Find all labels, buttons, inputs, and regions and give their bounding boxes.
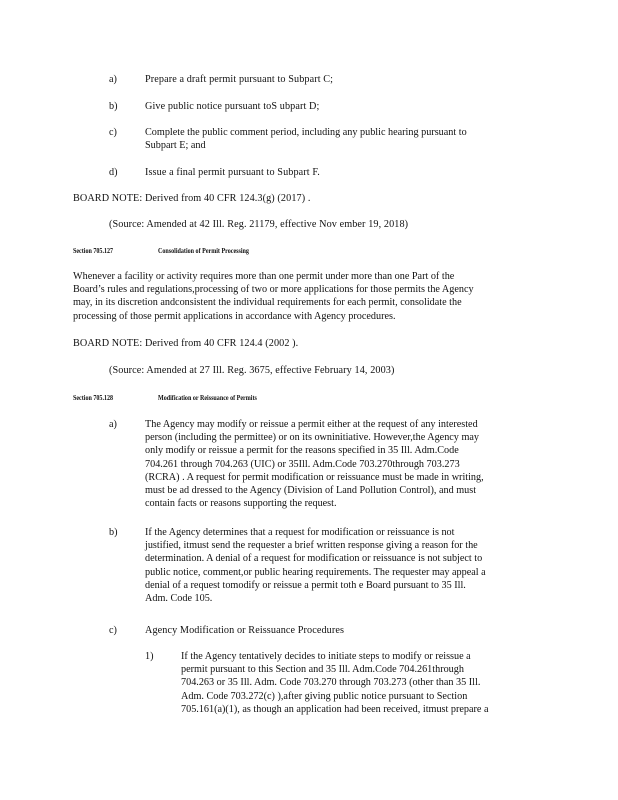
item-a-text: Prepare a draft permit pursuant to Subpart C; bbox=[145, 74, 334, 85]
source-note-2: (Source: Amended at 27 Ill. Reg. 3675, effective February 14, 2003) bbox=[109, 365, 395, 376]
item-b-text: Give public notice pursuant toS ubpart D; bbox=[145, 101, 320, 112]
item-d-label: d) bbox=[109, 167, 118, 178]
section-127-number: Section 705.127 bbox=[73, 246, 114, 255]
text-line: determination. A denial of a request for modification or reissuance is not subject to bbox=[145, 553, 483, 565]
item-128c-label: c) bbox=[109, 625, 117, 636]
section-127-paragraph bbox=[73, 270, 531, 323]
text-line: public notice, comment,or public hearing requirements. The requester may appeal a bbox=[145, 566, 486, 578]
item-128c-text: Agency Modification or Reissuance Procedures bbox=[145, 625, 345, 636]
item-c-text bbox=[145, 126, 523, 152]
text-line: 704.261 through 704.263 (UIC) or 35Ill. Adm.Code 703.270through 703.273 bbox=[145, 458, 460, 470]
section-128-title: Modification or Reissuance of Permits bbox=[158, 393, 257, 402]
item-128a-label: a) bbox=[109, 419, 117, 430]
board-note-2: BOARD NOTE: Derived from 40 CFR 124.4 (2002 ). bbox=[73, 338, 299, 349]
item-b-label: b) bbox=[109, 101, 118, 112]
text-line: justified, itmust send the requester a brief written response giving a reason for the bbox=[145, 540, 478, 552]
text-line: If the Agency tentatively decides to initiate steps to modify or reissue a bbox=[181, 651, 471, 662]
item-128b-label: b) bbox=[109, 527, 118, 538]
text-line: contain facts or reasons supporting the request. bbox=[145, 498, 337, 510]
section-127-title: Consolidation of Permit Processing bbox=[158, 246, 249, 255]
text-line: 704.263 or 35 Ill. Adm. Code 703.270 through 703.273 (other than 35 Ill. bbox=[181, 677, 481, 689]
text-line: denial of a request tomodify or reissue a permit toth e Board pursuant to 35 Ill. bbox=[145, 579, 466, 591]
item-128a-text bbox=[145, 418, 535, 510]
text-line: Adm. Code 105. bbox=[145, 593, 213, 605]
text-line: Adm. Code 703.272(c) ),after giving public notice pursuant to Section bbox=[181, 690, 468, 702]
text-line: 705.161(a)(1), as though an application had been received, itmust prepare a bbox=[181, 703, 489, 715]
text-line: person (including the permittee) or on its owninitiative. However,the Agency may bbox=[145, 432, 479, 444]
text-line: permit pursuant to this Section and 35 Ill. Adm.Code 704.261through bbox=[181, 664, 464, 676]
subitem-1-text bbox=[181, 650, 543, 716]
text-line: must be ad dressed to the Agency (Division of Land Pollution Control), and must bbox=[145, 485, 477, 497]
item-a-label: a) bbox=[109, 74, 117, 85]
text-line: may, in its discretion andconsistent the individual requirements for each permit, consolidate the bbox=[73, 297, 462, 309]
text-line: (RCRA) . A request for permit modification or reissuance must be made in writing, bbox=[145, 471, 484, 483]
text-line: If the Agency determines that a request for modification or reissuance is not bbox=[145, 527, 455, 538]
text-line: only modify or reissue a permit for the reasons specified in 35 Ill. Adm.Code bbox=[145, 445, 459, 457]
text-line: The Agency may modify or reissue a permit either at the request of any interested bbox=[145, 419, 478, 430]
text-line: Whenever a facility or activity requires more than one permit under more than one Part of the bbox=[73, 271, 455, 282]
text-line: Complete the public comment period, including any public hearing pursuant to bbox=[145, 127, 467, 138]
subitem-1-label: 1) bbox=[145, 651, 154, 662]
board-note-1: BOARD NOTE: Derived from 40 CFR 124.3(g) (2017) . bbox=[73, 193, 311, 204]
text-line: Subpart E; and bbox=[145, 140, 206, 152]
section-128-number: Section 705.128 bbox=[73, 393, 114, 402]
text-line: Board’s rules and regulations,processing of two or more applications for those permits the Agency bbox=[73, 284, 474, 296]
item-d-text: Issue a final permit pursuant to Subpart F. bbox=[145, 167, 320, 178]
source-note-1: (Source: Amended at 42 Ill. Reg. 21179, effective Nov ember 19, 2018) bbox=[109, 219, 409, 230]
item-c-label: c) bbox=[109, 127, 117, 138]
text-line: processing of those permit applications in accordance with Agency procedures. bbox=[73, 310, 396, 322]
item-128b-text bbox=[145, 526, 545, 605]
